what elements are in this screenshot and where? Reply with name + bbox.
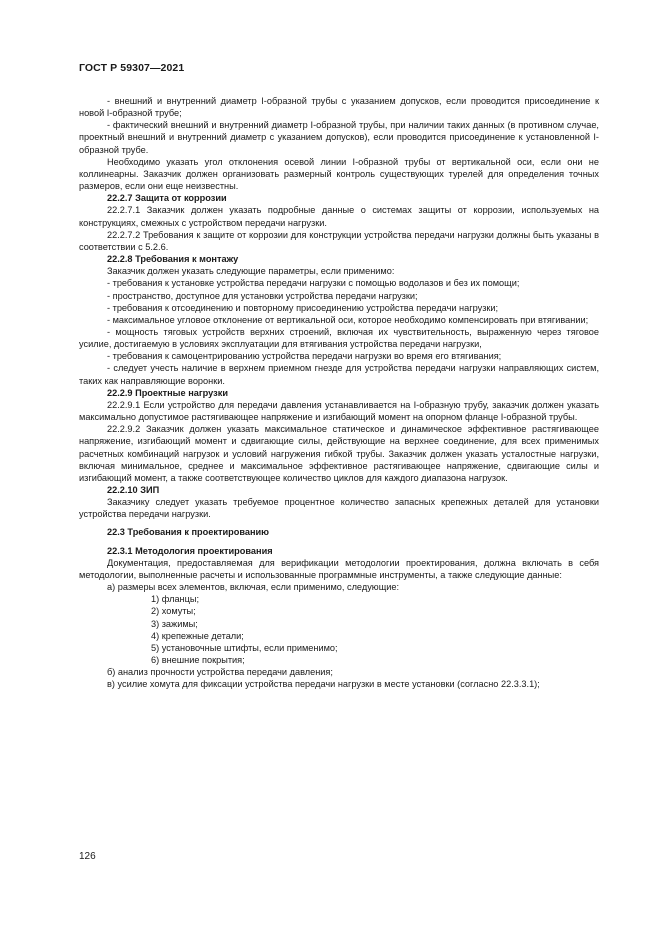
page-number: 126 bbox=[79, 851, 96, 862]
section-heading: 22.2.10 ЗИП bbox=[107, 485, 160, 495]
paragraph: Необходимо указать угол отклонения осевой линии I-образной трубы от вертикальной оси, если они не коллинеарны. Заказчик должен организовать размерный контроль существующих турелей для определения точных размеров, если они еще неизвестны. bbox=[79, 156, 599, 192]
list-item: в) усилие хомута для фиксации устройства передачи нагрузки в месте установки (согласно 22.3.3.1); bbox=[107, 679, 540, 690]
sub-list-item: 3) зажимы; bbox=[151, 618, 198, 629]
document-header: ГОСТ Р 59307—2021 bbox=[79, 62, 185, 74]
paragraph: 22.2.9.2 Заказчик должен указать максимальное статическое и динамическое эффективное растягивающее напряжение, изгибающий момент и сдвигающие силы, действующие на верхнее соединение, для всех применимых расчетных комбинаций нагрузок и условий нагружения гибкой трубы. Заказчик должен указать усталостные нагрузки, включая минимальное, среднее и максимальное эффективное растягивающее напряжение, сдвигающие силы и изгибающий момент, а также соответствующее количество циклов для каждого диапазона нагрузок. bbox=[79, 424, 599, 483]
sub-list-item: 2) хомуты; bbox=[151, 606, 196, 617]
list-item: - следует учесть наличие в верхнем приемном гнезде для устройства передачи нагрузки направляющих систем, таких как направляющие воронки. bbox=[79, 363, 599, 386]
paragraph: Заказчику следует указать требуемое процентное количество запасных крепежных деталей для установки устройства передачи нагрузки. bbox=[79, 497, 599, 520]
sub-list-item: 4) крепежные детали; bbox=[151, 630, 244, 641]
paragraph: - фактический внешний и внутренний диаметр I-образной трубы, при наличии таких данных (в противном случае, проектный внешний и внутренний диаметр с указанием допусков), если проводится присоединение к установленной I-образной трубе. bbox=[79, 120, 599, 155]
section-heading: 22.2.8 Требования к монтажу bbox=[107, 254, 239, 265]
list-item: - требования к отсоединению и повторному присоединению устройства передачи нагрузки; bbox=[107, 302, 499, 313]
sub-list-item: 5) установочные штифты, если применимо; bbox=[151, 642, 338, 653]
list-item: - пространство, доступное для установки устройства передачи нагрузки; bbox=[107, 290, 418, 301]
list-item: - мощность тяговых устройств верхних строений, включая их чувствительность, выраженную через тяговое усилие, достигаемую в условиях эксплуатации для втягивания устройства передачи нагрузки, bbox=[79, 326, 599, 350]
paragraph: Документация, предоставляемая для верификации методологии проектирования, должна включать в себя методологии, выполненные расчеты и использованные программные инструменты, а также следующие данные: bbox=[79, 557, 599, 580]
paragraph: 22.2.9.1 Если устройство для передачи давления устанавливается на I-образную трубу, заказчик должен указать максимально допустимое растягивающее напряжение и изгибающий момент на опорном фланце I-образной трубы. bbox=[79, 399, 599, 423]
sub-list-item: 1) фланцы; bbox=[151, 594, 200, 605]
paragraph: 22.2.7.1 Заказчик должен указать подробные данные о системах защиты от коррозии, используемых на конструкциях, смежных с устройством передачи нагрузки. bbox=[79, 205, 599, 228]
sub-list-item: 6) внешние покрытия; bbox=[151, 655, 245, 666]
list-item: - требования к самоцентрированию устройства передачи нагрузки во время его втягивания; bbox=[107, 351, 502, 362]
paragraph: - внешний и внутренний диаметр I-образной трубы с указанием допусков, если проводится присоединение к новой I-образной трубе; bbox=[79, 96, 599, 119]
paragraph: Заказчик должен указать следующие параметры, если применимо: bbox=[107, 266, 395, 277]
list-item: - требования к установке устройства передачи нагрузки с помощью водолазов и без их помощи; bbox=[107, 278, 520, 289]
section-heading: 22.3.1 Методология проектирования bbox=[107, 545, 273, 556]
list-item: - максимальное угловое отклонение от вертикальной оси, которое необходимо компенсировать при втягивании; bbox=[107, 314, 589, 325]
list-item: а) размеры всех элементов, включая, если применимо, следующие: bbox=[107, 582, 400, 593]
list-item: б) анализ прочности устройства передачи давления; bbox=[107, 667, 333, 678]
section-heading: 22.3 Требования к проектированию bbox=[107, 527, 270, 538]
paragraph: 22.2.7.2 Требования к защите от коррозии для конструкции устройства передачи нагрузки должны быть указаны в соответствии с 5.2.6. bbox=[79, 229, 599, 252]
page-body bbox=[79, 95, 599, 691]
section-heading: 22.2.7 Защита от коррозии bbox=[107, 193, 227, 204]
section-heading: 22.2.9 Проектные нагрузки bbox=[107, 387, 228, 398]
